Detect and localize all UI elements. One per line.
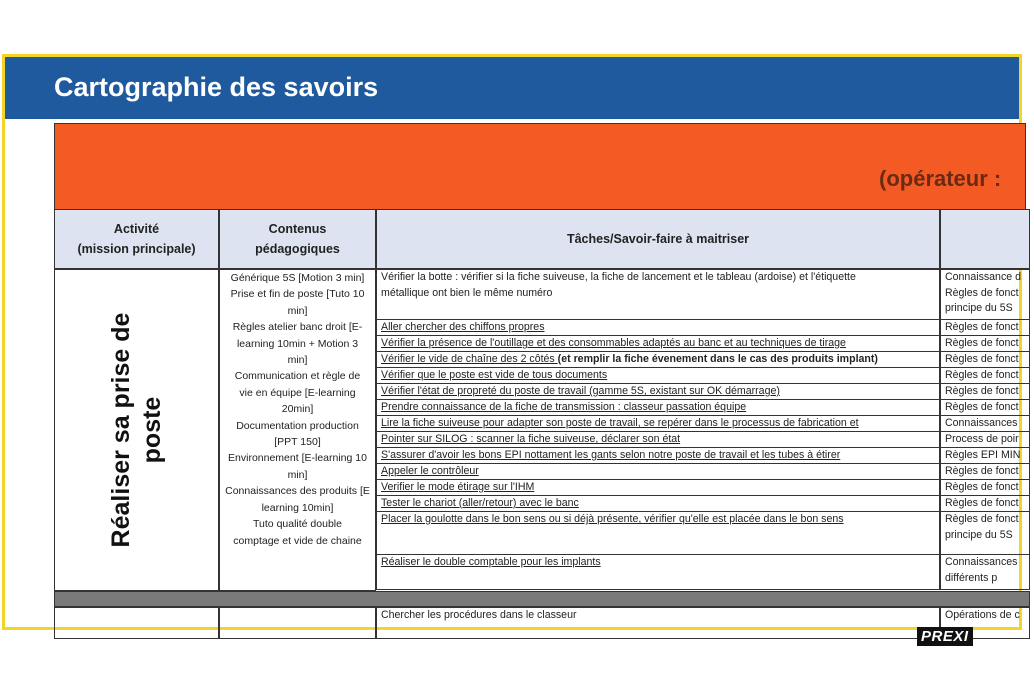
task-row	[376, 512, 940, 555]
knowledge-row	[940, 352, 1030, 368]
task-text: Vérifier la botte : vérifier si la fiche suiveuse, la fiche de lancement et le tableau (ardoise) et l'étiquette	[381, 271, 856, 283]
spreadsheet	[54, 123, 1034, 643]
knowledge-text: Règles de fonct	[945, 497, 1019, 509]
knowledge-text: Connaissances	[945, 556, 1018, 568]
page-title: Cartographie des savoirs	[54, 72, 379, 102]
knowledge-text: différents p	[945, 571, 998, 584]
task-row	[376, 269, 940, 320]
knowledge-text: principe du 5S	[945, 528, 1013, 541]
task-text: S'assurer d'avoir les bons EPI nottament les gants selon notre poste de travail et les tubes à étirer	[381, 449, 841, 461]
knowledge-text: Règles de fonct	[945, 513, 1019, 525]
operator-label: (opérateur :	[879, 166, 1002, 191]
task-text: Pointer sur SILOG : scanner la fiche suiveuse, déclarer son état	[381, 433, 681, 445]
knowledge-row	[940, 480, 1030, 496]
knowledge-text: Règles de fonct	[945, 337, 1019, 349]
header-tasks-label: Tâches/Savoir-faire à maitriser	[566, 232, 750, 246]
header-content-line2: pédagogiques	[255, 242, 340, 256]
activity-cell	[54, 269, 219, 591]
next-content-cell	[219, 607, 376, 639]
task-row	[376, 432, 940, 448]
content-line: Prise et fin de poste [Tuto 10	[230, 288, 365, 301]
knowledge-text: Règles de fonct	[945, 385, 1019, 397]
content-line: Documentation production	[236, 419, 359, 432]
knowledge-text: Règles de fonct	[945, 286, 1019, 299]
section-separator	[54, 591, 1030, 607]
knowledge-text: Règles de fonct	[945, 465, 1019, 477]
content-cell	[219, 269, 376, 591]
task-row	[376, 555, 940, 590]
content-line: [PPT 150]	[274, 436, 321, 449]
activity-line1: Réaliser sa prise de	[107, 312, 135, 548]
task-row	[376, 368, 940, 384]
task-text: Vérifier l'état de propreté du poste de travail (gamme 5S, existant sur OK démarrage)	[381, 385, 780, 397]
knowledge-text: Règles EPI MIN	[945, 449, 1021, 461]
knowledge-row	[940, 555, 1030, 590]
content-line: min]	[287, 354, 308, 367]
task-text: Vérifier le vide de chaîne des 2 côtés	[381, 353, 558, 365]
knowledge-text: Règles de fonct	[945, 353, 1019, 365]
knowledge-row	[940, 512, 1030, 555]
knowledge-row	[940, 384, 1030, 400]
task-row	[376, 352, 940, 368]
knowledge-row	[940, 336, 1030, 352]
content-line: Règles atelier banc droit [E-	[232, 321, 363, 334]
content-line: learning 10min + Motion 3	[236, 337, 359, 350]
knowledge-row	[940, 496, 1030, 512]
knowledge-row	[940, 400, 1030, 416]
header-content	[219, 209, 376, 269]
content-line: Générique 5S [Motion 3 min]	[230, 272, 365, 284]
knowledge-column	[940, 269, 1030, 591]
task-row	[376, 400, 940, 416]
task-text: Placer la goulotte dans le bon sens ou si déjà présente, vérifier qu'elle est placée dans le bon sens	[381, 513, 844, 525]
knowledge-row	[940, 432, 1030, 448]
knowledge-text: Règles de fonct	[945, 321, 1019, 333]
task-text: Lire la fiche suiveuse pour adapter son poste de travail, se repérer dans le processus de fabrication et	[381, 417, 859, 429]
knowledge-row	[940, 448, 1030, 464]
content-line: Tuto qualité double	[253, 518, 342, 531]
activity-title	[106, 313, 168, 548]
task-text: Tester le chariot (aller/retour) avec le banc	[381, 497, 579, 509]
tasks-column	[376, 269, 940, 591]
content-line: min]	[287, 304, 308, 317]
task-row	[376, 496, 940, 512]
section-header-band	[54, 123, 1026, 211]
title-bar	[5, 57, 1019, 119]
header-content-line1: Contenus	[268, 222, 327, 236]
task-text-line2: métallique ont bien le même numéro	[381, 286, 553, 299]
header-activity	[54, 209, 219, 269]
knowledge-text: Règles de fonct	[945, 481, 1019, 493]
task-text: Aller chercher des chiffons propres	[381, 321, 545, 333]
header-activity-line2: (mission principale)	[77, 242, 196, 256]
content-line: Environnement [E-learning 10	[228, 452, 367, 465]
task-row	[376, 416, 940, 432]
task-text: Vérifier la présence de l'outillage et des consommables adaptés au banc et au techniques de tirage	[381, 337, 846, 349]
knowledge-text: Process de poir	[945, 433, 1019, 445]
knowledge-text: principe du 5S	[945, 302, 1013, 314]
task-row	[376, 384, 940, 400]
document-frame	[2, 54, 1022, 645]
knowledge-row	[940, 269, 1030, 320]
knowledge-row	[940, 320, 1030, 336]
task-text: Verifier le mode étirage sur l'IHM	[381, 481, 535, 493]
next-activity-cell	[54, 607, 219, 639]
header-knowledge	[940, 209, 1030, 269]
knowledge-row	[940, 416, 1030, 432]
task-text: Appeler le contrôleur	[381, 465, 479, 477]
next-knowledge-text: Opérations de c	[945, 609, 1020, 621]
task-row	[376, 480, 940, 496]
task-row	[376, 320, 940, 336]
knowledge-text: Connaissance d	[945, 271, 1021, 283]
task-bold-note: (et remplir la fiche évenement dans le cas des produits implant)	[557, 353, 878, 365]
content-line: Connaissances des produits [E	[225, 485, 370, 498]
task-row	[376, 448, 940, 464]
task-text: Prendre connaissance de la fiche de transmission : classeur passation équipe	[381, 401, 747, 413]
header-tasks	[376, 209, 940, 269]
knowledge-text: Règles de fonct	[945, 401, 1019, 413]
knowledge-text: Connaissances	[945, 417, 1018, 429]
content-line: comptage et vide de chaine	[233, 534, 362, 547]
activity-line2: poste	[138, 396, 166, 464]
content-line: 20min]	[281, 403, 314, 416]
next-task-text: Chercher les procédures dans le classeur	[381, 609, 577, 621]
task-text: Réaliser le double comptable pour les implants	[381, 556, 601, 568]
knowledge-row	[940, 464, 1030, 480]
task-text: Vérifier que le poste est vide de tous documents	[381, 369, 608, 381]
knowledge-text: Règles de fonct	[945, 369, 1019, 381]
task-row	[376, 336, 940, 352]
content-line: Communication et règle de	[234, 370, 361, 383]
next-task-cell	[376, 607, 940, 639]
task-row	[376, 464, 940, 480]
content-line: learning 10min]	[261, 501, 334, 514]
content-line: vie en équipe [E-learning	[239, 386, 356, 399]
knowledge-row	[940, 368, 1030, 384]
watermark-logo: PREXI	[917, 627, 973, 646]
header-activity-line1: Activité	[113, 222, 160, 236]
content-line: min]	[287, 468, 308, 481]
